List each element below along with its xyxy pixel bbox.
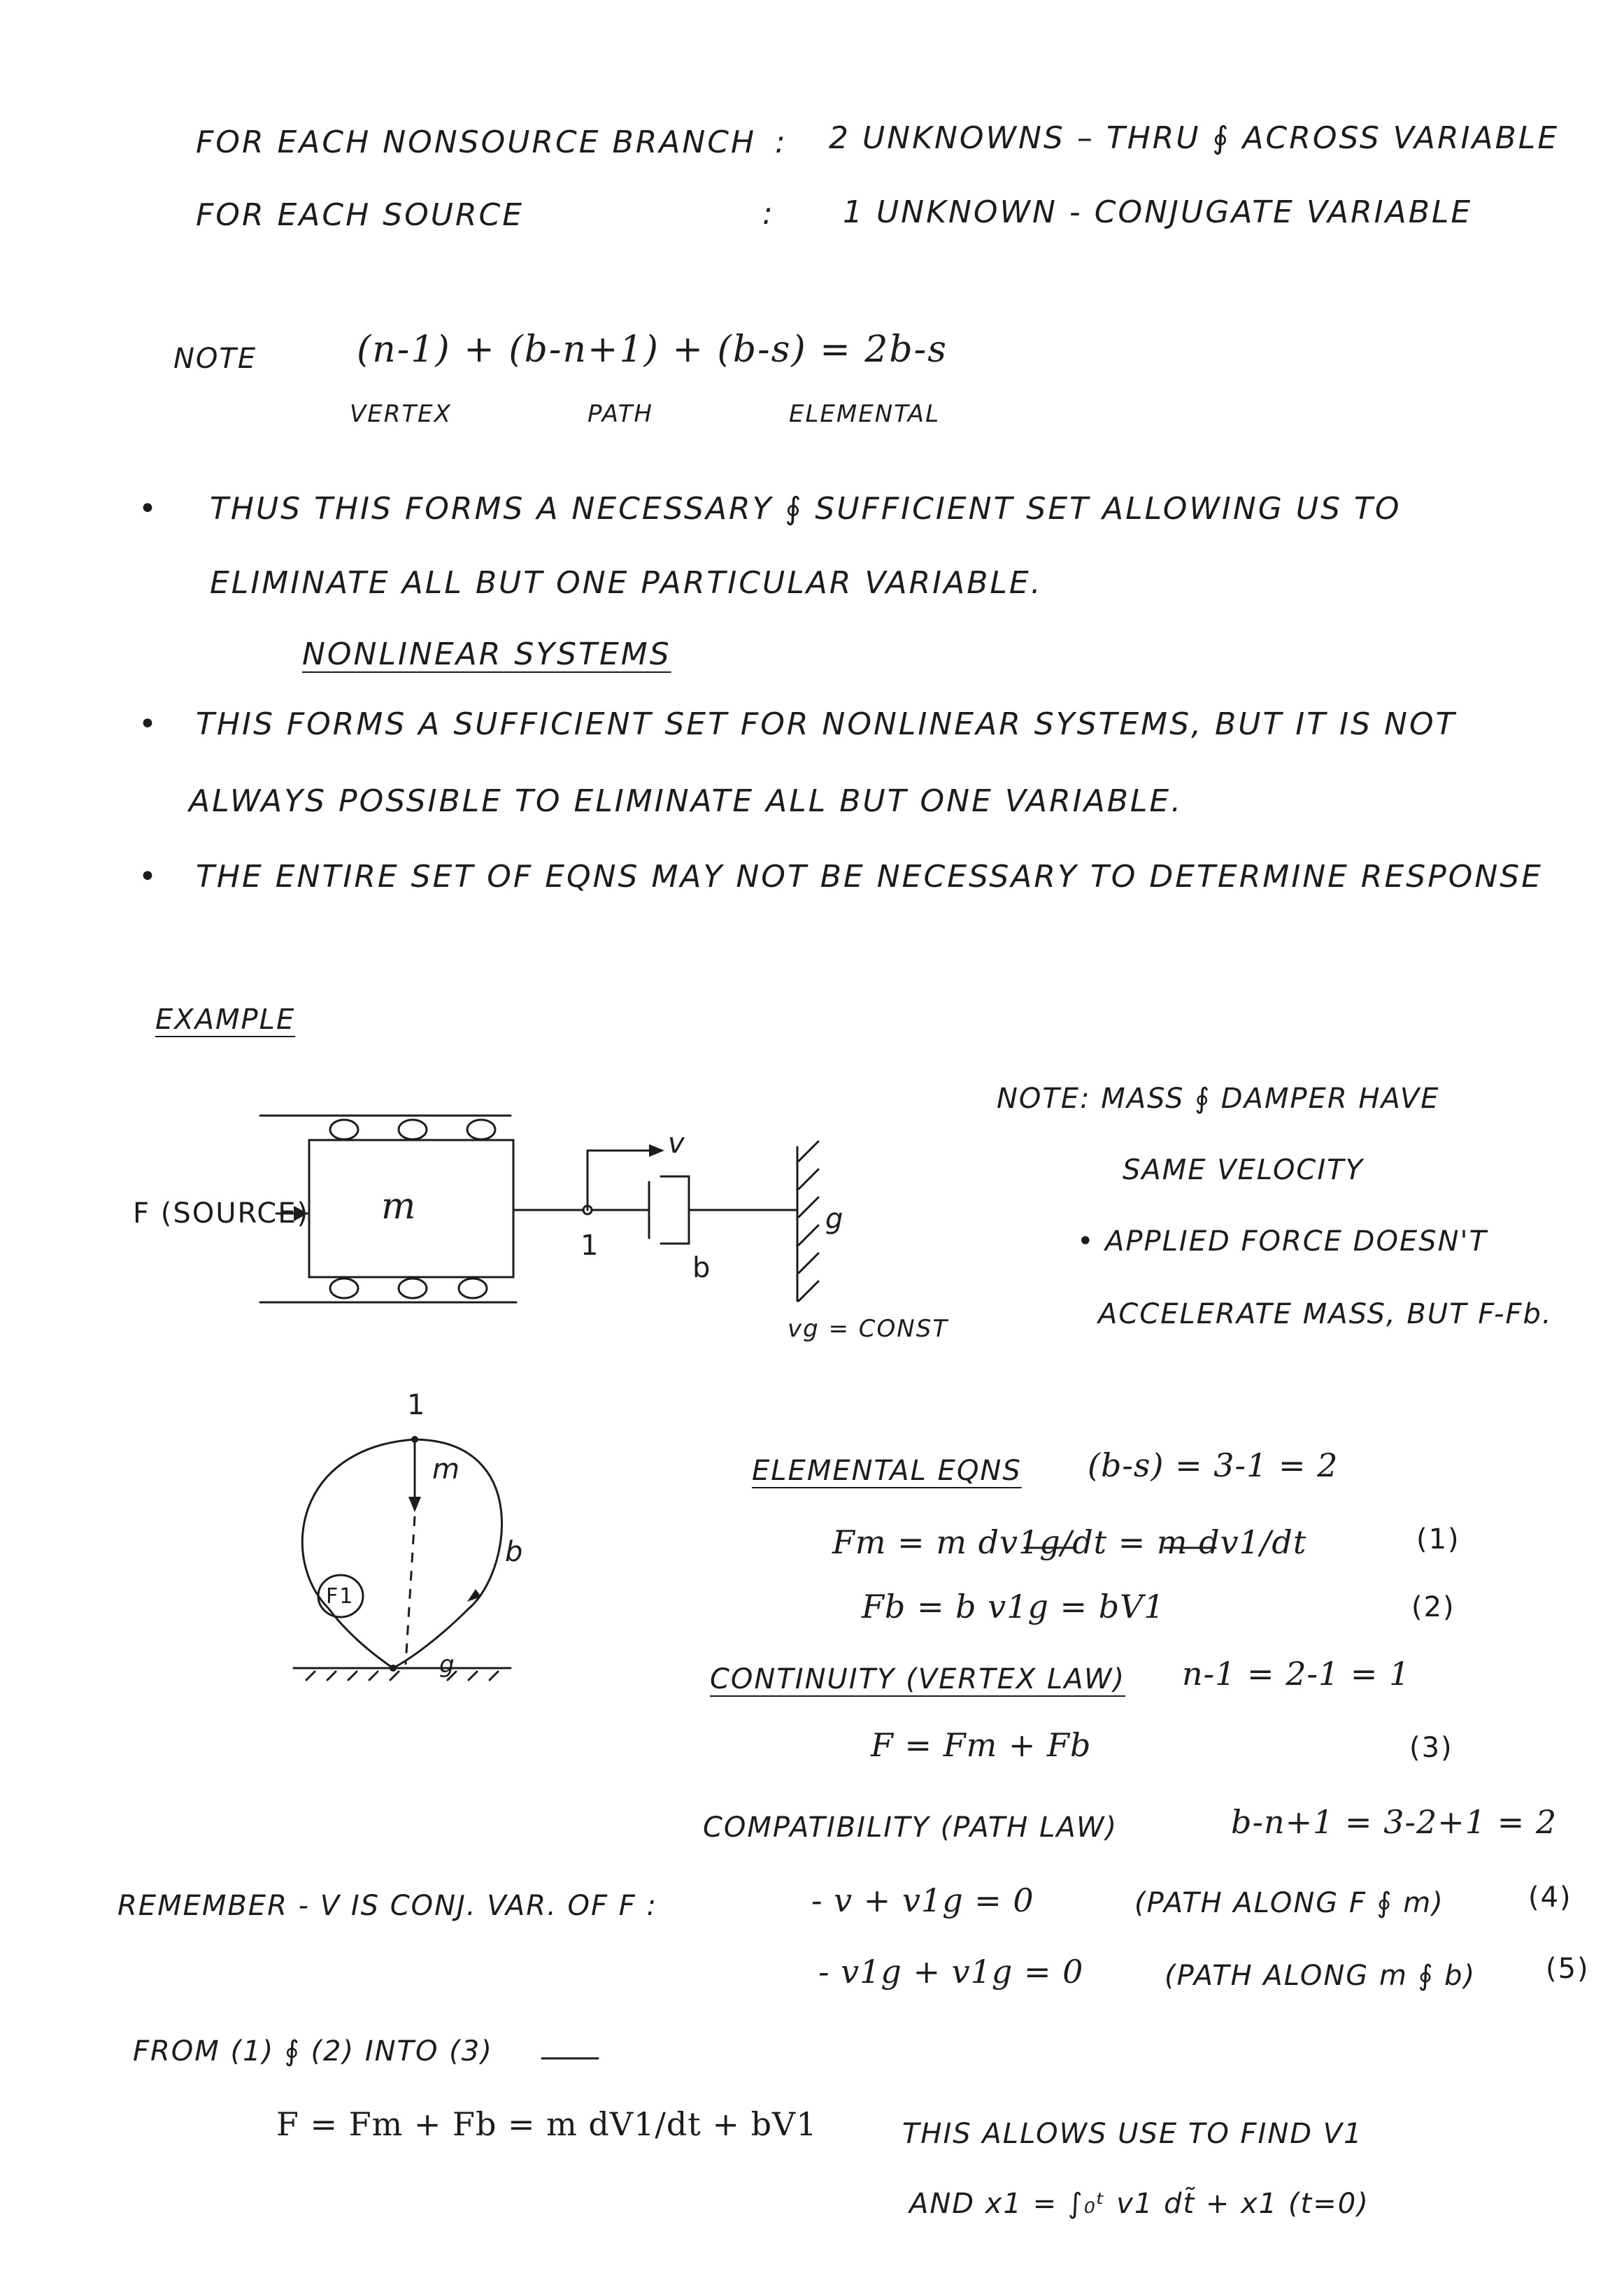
equation-3-number: (3) xyxy=(1409,1732,1453,1764)
equation-5-number: (5) xyxy=(1546,1953,1590,1985)
hatch xyxy=(799,1253,818,1273)
graph-label-g: g xyxy=(439,1651,456,1679)
source-text: 1 UNKNOWN - CONJUGATE VARIABLE xyxy=(843,194,1473,230)
elemental-count: (b-s) = 3-1 = 2 xyxy=(1088,1446,1339,1484)
label-ground: g xyxy=(825,1203,845,1235)
label-vg-const: vg = CONST xyxy=(788,1315,949,1343)
source-label: FOR EACH SOURCE xyxy=(196,197,525,233)
diagram-note-line-4: ACCELERATE MASS, BUT F-Fb. xyxy=(1098,1298,1553,1330)
roller xyxy=(330,1279,358,1298)
graph-mass-dashed xyxy=(406,1516,415,1665)
graph-ground-hatch xyxy=(490,1672,498,1680)
graph-ground-hatch xyxy=(469,1672,477,1680)
bullet-dot-3: • xyxy=(138,859,159,895)
nonsource-colon: : xyxy=(775,124,788,160)
bullet-2-line-1: THIS FORMS A SUFFICIENT SET FOR NONLINEAR SYSTEMS, BUT IT IS NOT xyxy=(196,706,1457,742)
from-text: FROM (1) ∮ (2) INTO (3) xyxy=(133,2035,493,2067)
final-equation: F = Fm + Fb = m dV1/dt + bV1 xyxy=(276,2105,818,2143)
remember-note: REMEMBER - V IS CONJ. VAR. OF F : xyxy=(117,1890,657,1922)
hatch xyxy=(799,1281,818,1301)
bullet-dot-2: • xyxy=(138,706,159,742)
equation-4: - v + v1g = 0 xyxy=(811,1881,1034,1919)
hatch xyxy=(799,1225,818,1245)
graph-label-node-1: 1 xyxy=(407,1389,427,1421)
label-velocity: v xyxy=(668,1127,686,1160)
nonlinear-heading: NONLINEAR SYSTEMS xyxy=(302,636,671,672)
graph-ground-hatch xyxy=(390,1672,399,1680)
note-expression: (n-1) + (b-n+1) + (b-s) = 2b-s xyxy=(357,329,948,371)
damper-cylinder xyxy=(661,1176,689,1244)
graph-ground-hatch xyxy=(327,1672,336,1680)
bullet-dot-1: • xyxy=(138,491,159,527)
roller xyxy=(330,1120,358,1139)
bullet-1-line-1: THUS THIS FORMS A NECESSARY ∮ SUFFICIENT SET ALLOWING US TO xyxy=(210,491,1402,527)
graph-damper-arrowhead xyxy=(467,1589,481,1602)
note-sub-path: PATH xyxy=(587,400,653,428)
bullet-3-line-1: THE ENTIRE SET OF EQNS MAY NOT BE NECESSARY TO DETERMINE RESPONSE xyxy=(196,859,1544,895)
graph-ground-hatch xyxy=(348,1672,357,1680)
equation-4-number: (4) xyxy=(1528,1881,1572,1914)
equation-2-number: (2) xyxy=(1411,1591,1455,1623)
label-source: F (SOURCE) xyxy=(133,1197,310,1230)
equation-5: - v1g + v1g = 0 xyxy=(818,1953,1084,1991)
compatibility-count: b-n+1 = 3-2+1 = 2 xyxy=(1231,1803,1558,1841)
elemental-heading: ELEMENTAL EQNS xyxy=(752,1455,1022,1487)
bullet-2-line-2: ALWAYS POSSIBLE TO ELIMINATE ALL BUT ONE VARIABLE. xyxy=(189,783,1183,819)
compatibility-heading: COMPATIBILITY (PATH LAW) xyxy=(703,1811,1118,1844)
allows-line-2: AND x1 = ∫₀ᵗ v1 dt̃ + x1 (t=0) xyxy=(909,2188,1369,2220)
equation-5-note: (PATH ALONG m ∮ b) xyxy=(1164,1960,1476,1992)
graph-mass-arrowhead xyxy=(408,1497,421,1512)
example-heading: EXAMPLE xyxy=(155,1004,296,1036)
nonsource-text: 2 UNKNOWNS – THRU ∮ ACROSS VARIABLE xyxy=(829,120,1560,156)
roller xyxy=(399,1120,427,1139)
hatch xyxy=(799,1197,818,1217)
equation-2: Fb = b v1g = bV1 xyxy=(862,1588,1165,1625)
diagram-note-line-1: NOTE: MASS ∮ DAMPER HAVE xyxy=(997,1083,1440,1115)
graph-label-m: m xyxy=(432,1453,461,1486)
roller xyxy=(459,1279,487,1298)
hatch xyxy=(799,1169,818,1189)
roller xyxy=(399,1279,427,1298)
equation-3: F = Fm + Fb xyxy=(871,1726,1092,1764)
graph-ground-hatch xyxy=(306,1672,315,1680)
bullet-1-line-2: ELIMINATE ALL BUT ONE PARTICULAR VARIABLE. xyxy=(210,565,1043,601)
graph-source-edge xyxy=(302,1439,415,1668)
note-sub-vertex: VERTEX xyxy=(350,400,452,428)
note-label: NOTE xyxy=(173,343,257,375)
equation-1-number: (1) xyxy=(1416,1523,1460,1556)
diagram-note-line-3: APPLIED FORCE DOESN'T xyxy=(1105,1225,1488,1258)
equation-1: Fm = m dv1g/dt = m dv1/dt xyxy=(832,1523,1307,1561)
nonsource-label: FOR EACH NONSOURCE BRANCH xyxy=(196,124,757,160)
diagram-note-bullet: • xyxy=(1077,1225,1095,1258)
diagram-note-line-2: SAME VELOCITY xyxy=(1123,1154,1365,1186)
label-node-1: 1 xyxy=(580,1230,600,1262)
graph-label-source: F1 xyxy=(326,1584,355,1609)
hatch xyxy=(799,1141,818,1161)
roller xyxy=(467,1120,495,1139)
note-sub-elemental: ELEMENTAL xyxy=(789,400,941,428)
continuity-count: n-1 = 2-1 = 1 xyxy=(1182,1655,1411,1693)
graph-ground-hatch xyxy=(369,1672,378,1680)
continuity-heading: CONTINUITY (VERTEX LAW) xyxy=(710,1663,1126,1695)
equation-4-note: (PATH ALONG F ∮ m) xyxy=(1134,1887,1444,1919)
graph-label-b: b xyxy=(505,1536,525,1568)
label-damper: b xyxy=(692,1252,712,1284)
allows-line-1: THIS ALLOWS USE TO FIND V1 xyxy=(902,2118,1363,2150)
source-colon: : xyxy=(762,196,775,232)
label-mass: m xyxy=(381,1186,418,1227)
velocity-arrowhead xyxy=(649,1144,664,1157)
